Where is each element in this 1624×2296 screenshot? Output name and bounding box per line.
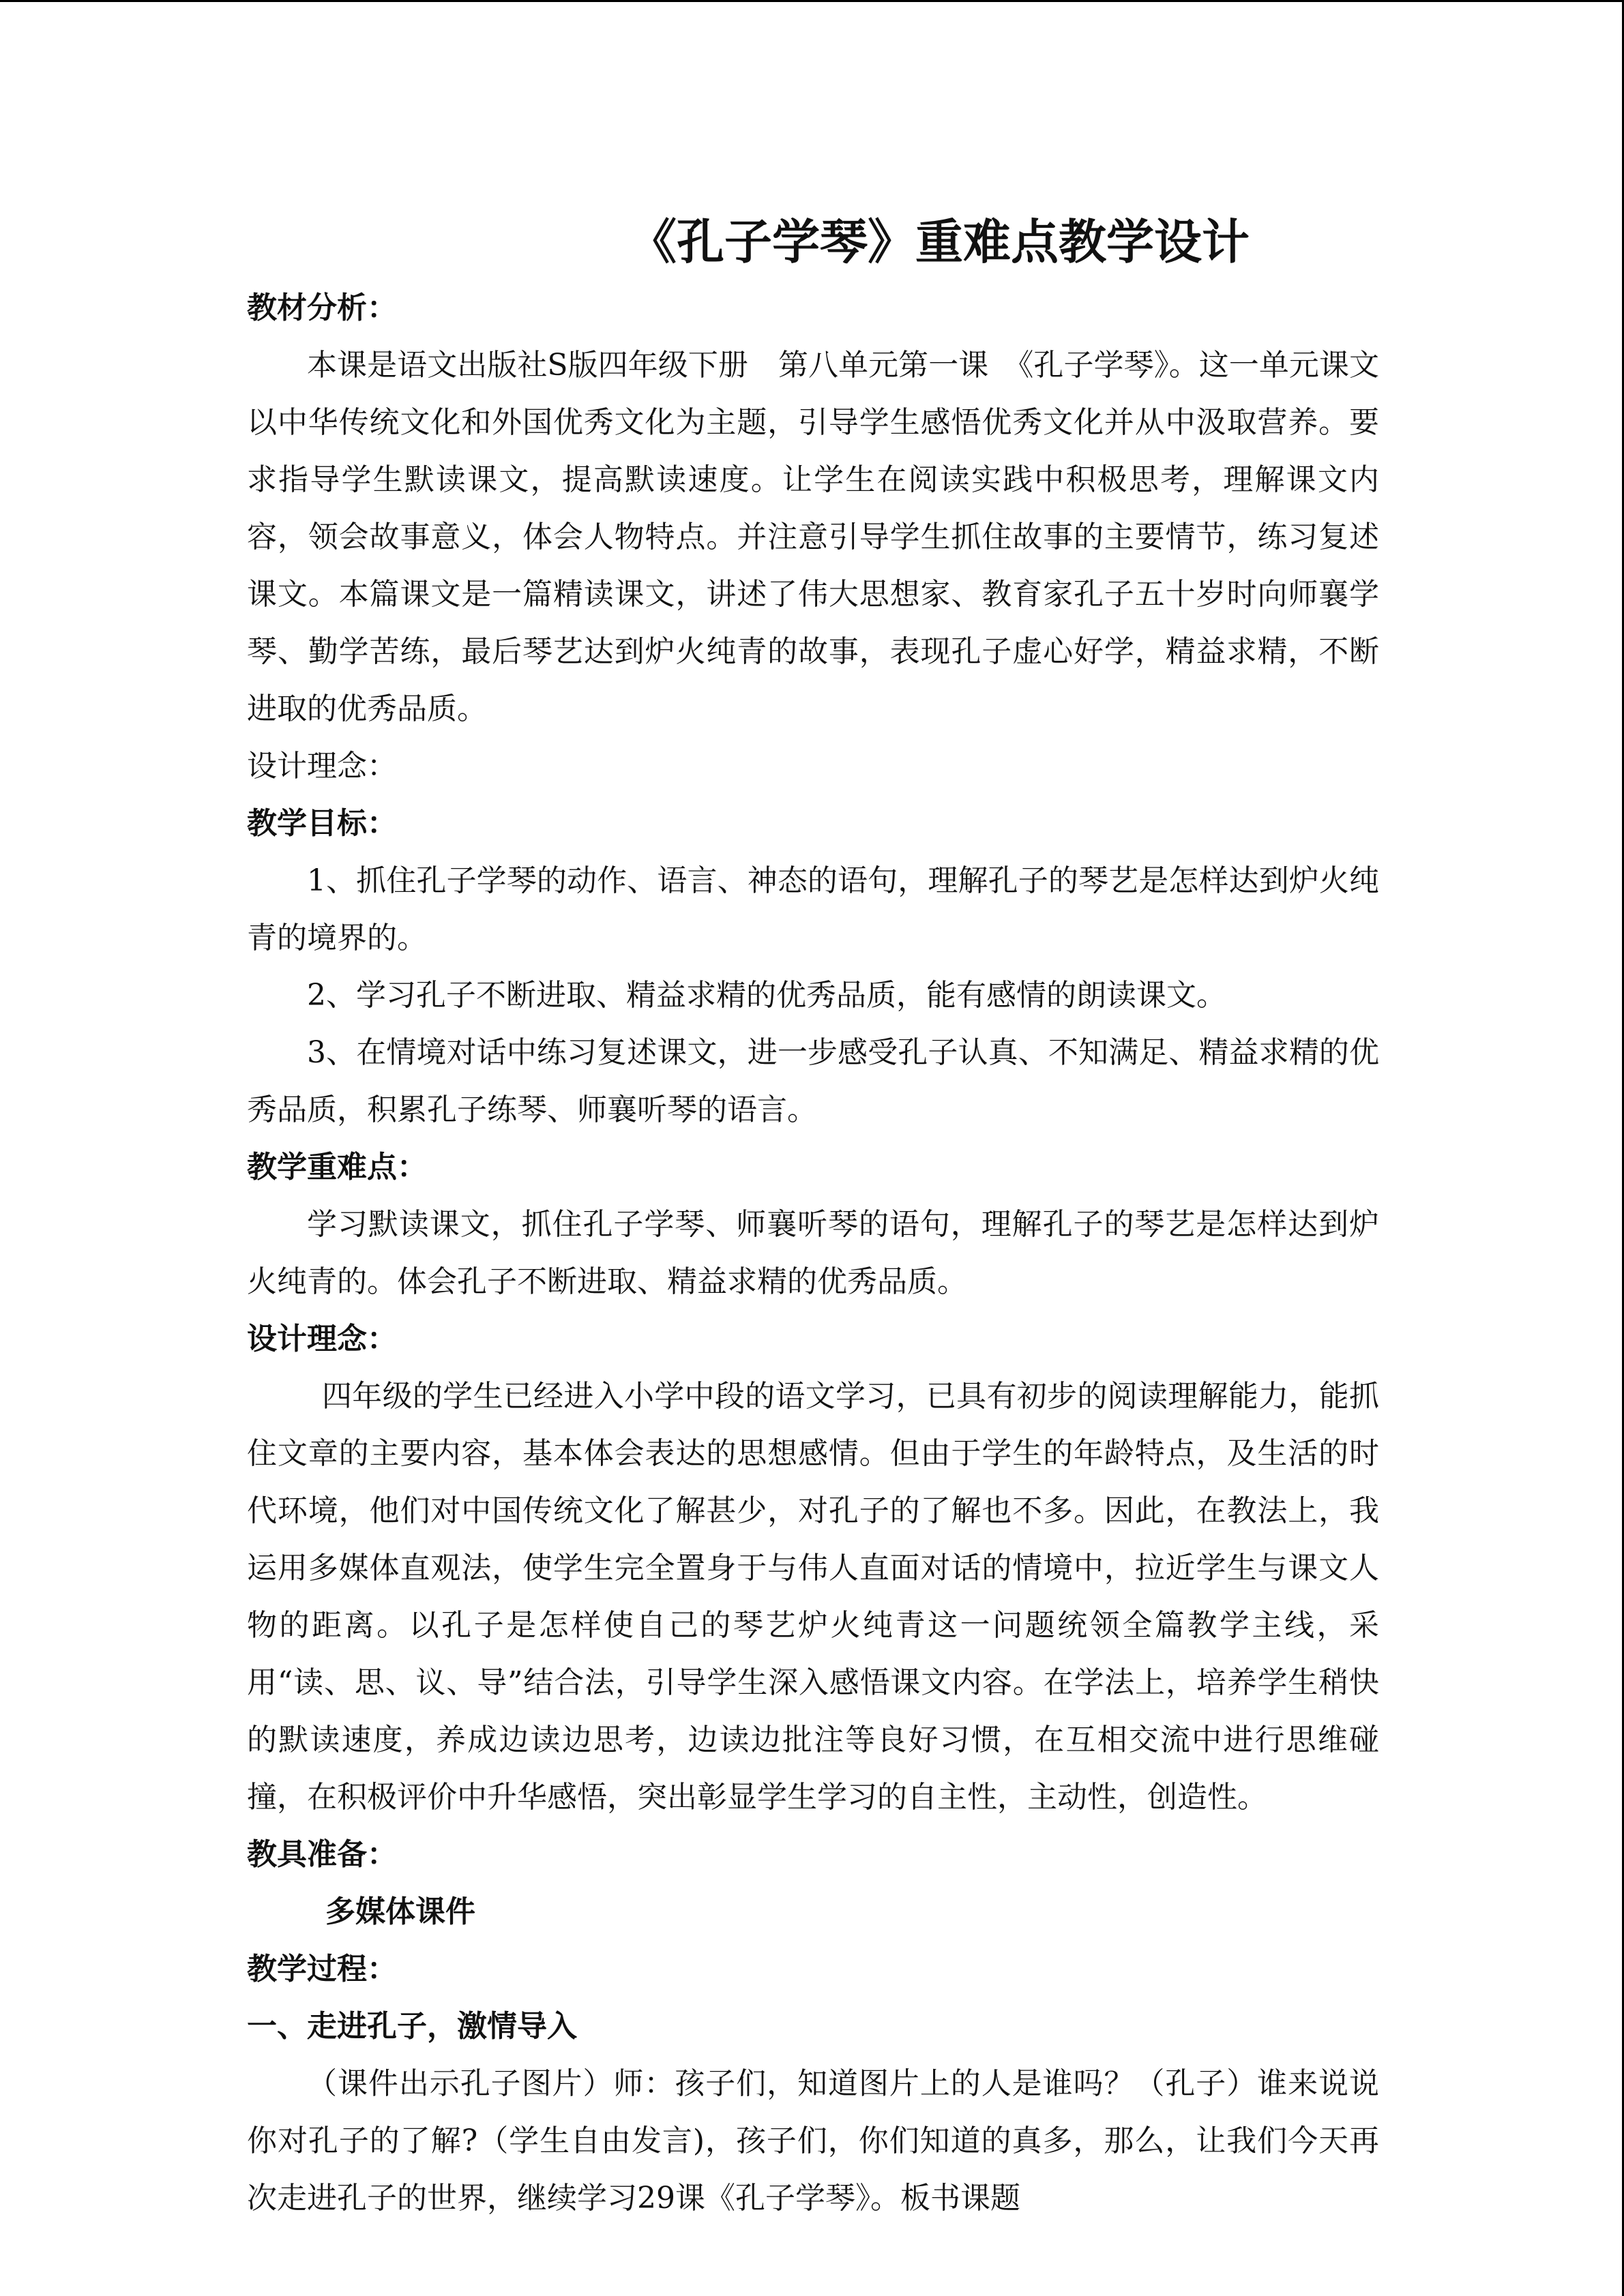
section-heading-textbook-analysis: 教材分析：	[247, 290, 397, 325]
paragraph-textbook-analysis: 本课是语文出版社S版四年级下册 第八单元第一课 《孔子学琴》。这一单元课文以中华传统文化和外国优秀文化为主题，引导学生感悟优秀文化并从中汲取营养。要求指导学生默读课文，提高默读速度。让学生在阅读实践中积极思考，理解课文内容，领会故事意义，体会人物特点。并注意引导学生抓住故事的主要情节，练习复述课文。本篇课文是一篇精读课文，讲述了伟大思想家、教育家孔子五十岁时向师襄学琴、勤学苦练，最后琴艺达到炉火纯青的故事，表现孔子虚心好学，精益求精，不断进取的优秀品质。	[247, 348, 1379, 726]
teaching-aid-item: 多媒体课件	[325, 1894, 475, 1929]
section-heading-design-concept: 设计理念：	[247, 1322, 397, 1356]
goal-item-3: 3、在情境对话中练习复述课文，进一步感受孔子认真、不知满足、精益求精的优秀品质，积累孔子练琴、师襄听琴的语言。	[247, 1035, 1379, 1127]
paragraph-key-points: 学习默读课文，抓住孔子学琴、师襄听琴的语句，理解孔子的琴艺是怎样达到炉火纯青的。体会孔子不断进取、精益求精的优秀品质。	[247, 1207, 1379, 1299]
document-body	[247, 205, 1379, 2227]
section-heading-teaching-goals: 教学目标：	[247, 806, 397, 841]
subheading-step-1: 一、走进孔子，激情导入	[247, 2009, 577, 2044]
label-design-concept: 设计理念：	[247, 749, 397, 784]
paragraph-step-1: （课件出示孔子图片）师：孩子们，知道图片上的人是谁吗？（孔子）谁来说说你对孔子的了解?（学生自由发言)，孩子们，你们知道的真多，那么，让我们今天再次走进孔子的世界，继续学习29课《孔子学琴》。板书课题	[247, 2066, 1379, 2216]
goal-item-1: 1、抓住孔子学琴的动作、语言、神态的语句，理解孔子的琴艺是怎样达到炉火纯青的境界的。	[247, 863, 1379, 955]
document-title: 《孔子学琴》重难点教学设计	[629, 214, 1250, 270]
goal-item-2: 2、学习孔子不断进取、精益求精的优秀品质，能有感情的朗读课文。	[307, 978, 1226, 1013]
paragraph-design-concept: 四年级的学生已经进入小学中段的语文学习，已具有初步的阅读理解能力，能抓住文章的主要内容，基本体会表达的思想感情。但由于学生的年龄特点，及生活的时代环境，他们对中国传统文化了解甚少，对孔子的了解也不多。因此，在教法上，我运用多媒体直观法，使学生完全置身于与伟人直面对话的情境中，拉近学生与课文人物的距离。以孔子是怎样使自己的琴艺炉火纯青这一问题统领全篇教学主线，采用“读、思、议、导”结合法，引导学生深入感悟课文内容。在学法上，培养学生稍快的默读速度，养成边读边思考，边读边批注等良好习惯，在互相交流中进行思维碰撞，在积极评价中升华感悟，突出彰显学生学习的自主性，主动性，创造性。	[247, 1379, 1379, 1815]
section-heading-teaching-process: 教学过程：	[247, 1952, 397, 1986]
section-heading-key-points: 教学重难点：	[247, 1150, 427, 1184]
section-heading-teaching-aids: 教具准备：	[247, 1837, 397, 1872]
